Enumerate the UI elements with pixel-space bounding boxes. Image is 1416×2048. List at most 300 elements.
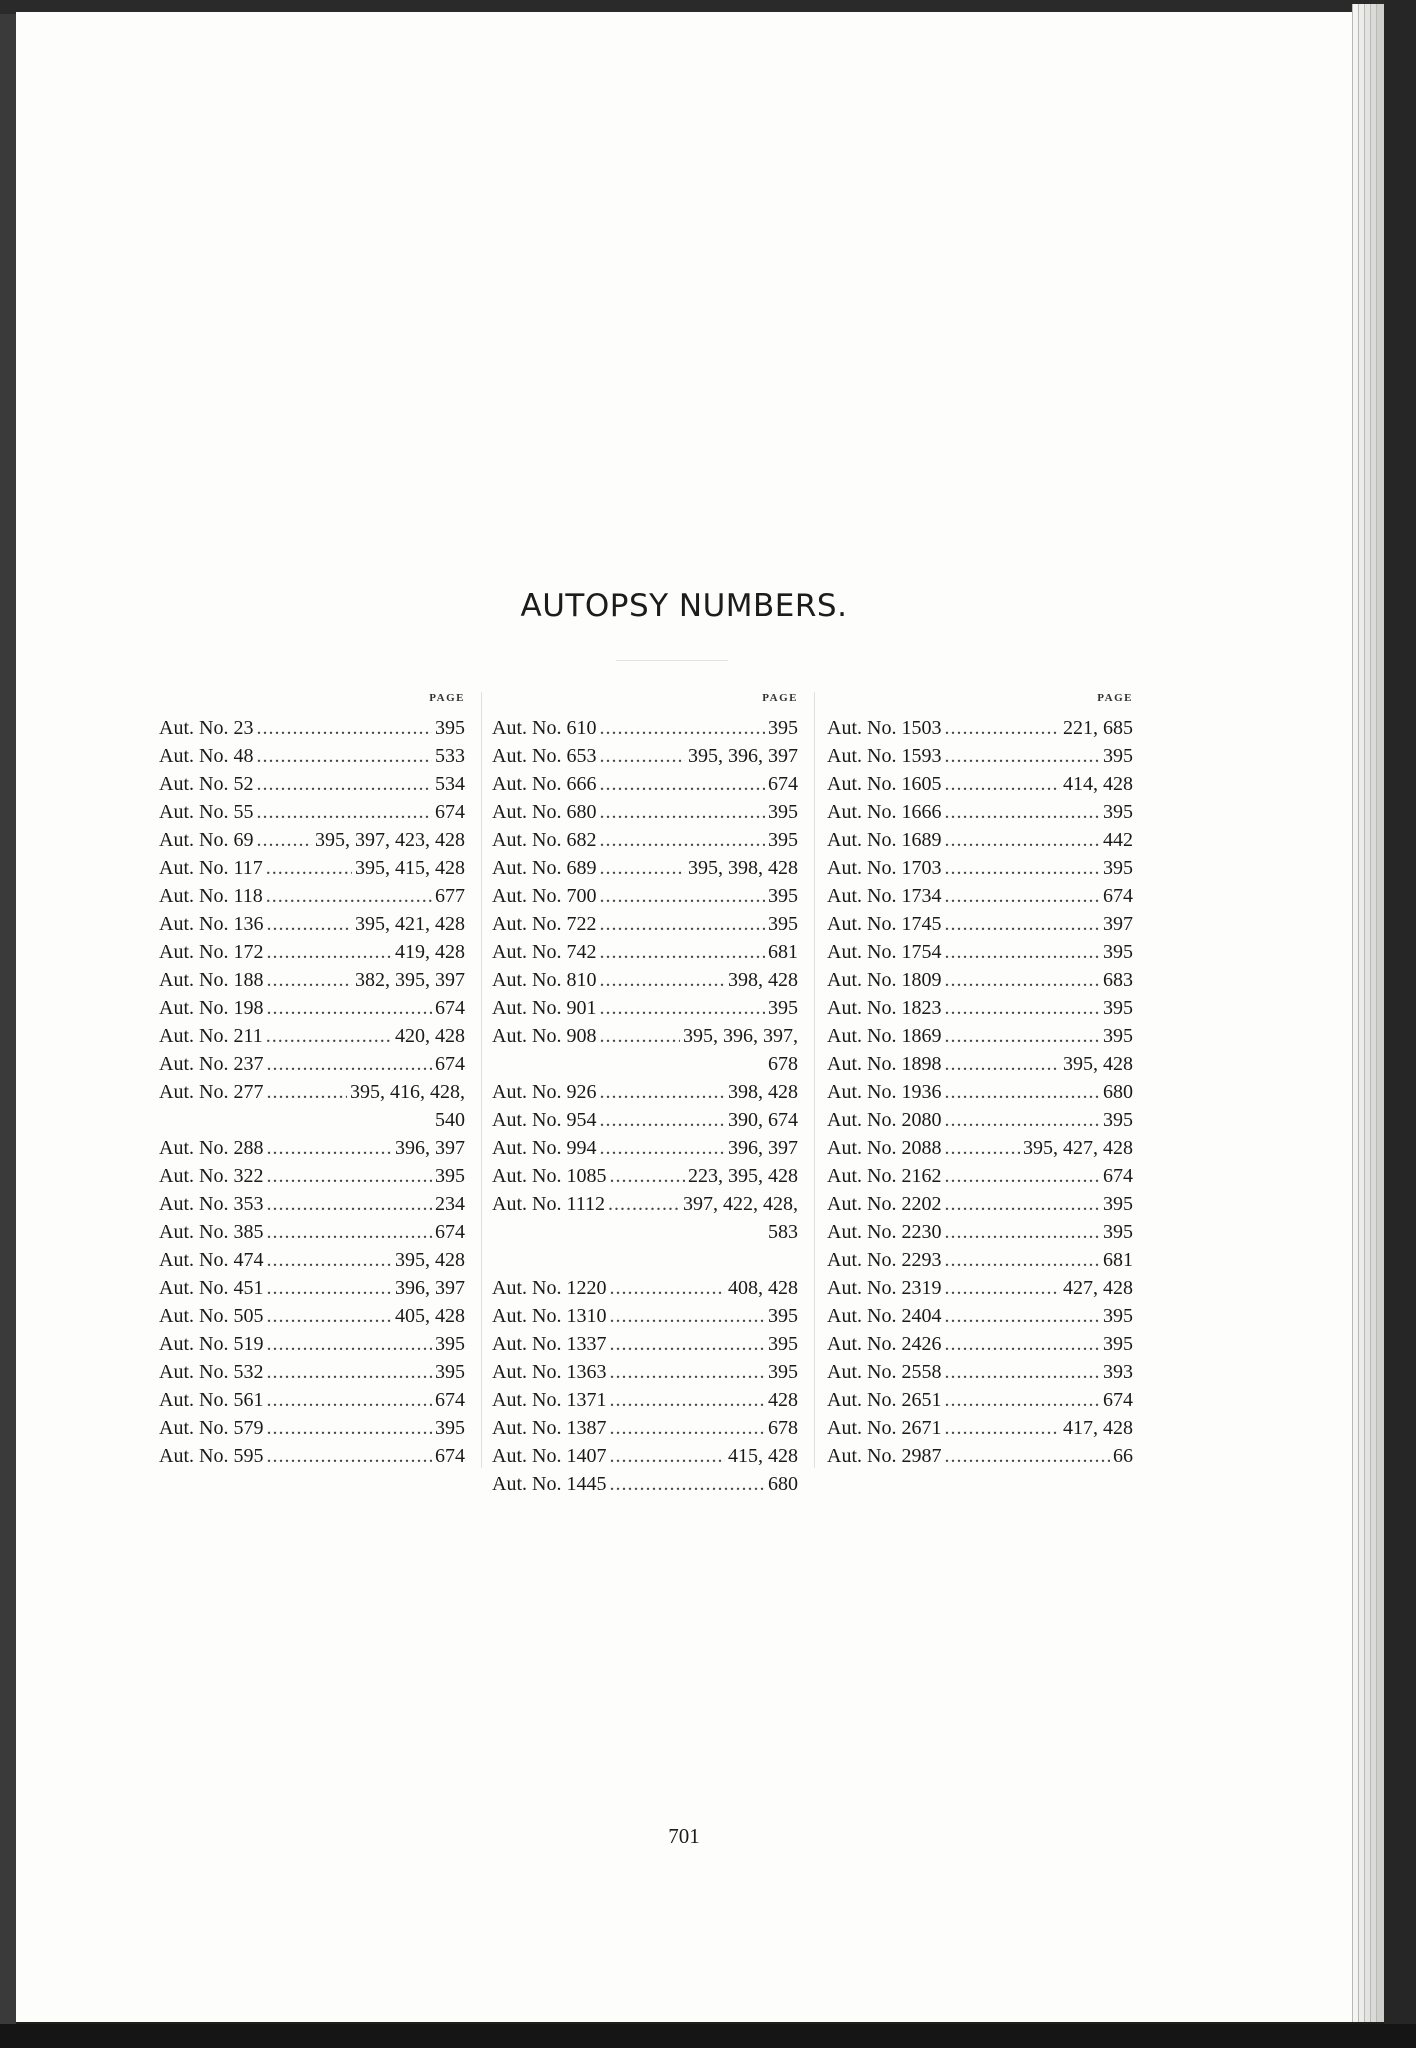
column-divider [814,692,815,1468]
entry-pages: 395 [1103,1193,1133,1215]
dot-leader [256,798,432,826]
entry-pages: 395, 427, 428 [1023,1137,1133,1159]
entry-pages: 395 [768,913,798,935]
index-entry [492,1302,798,1330]
entry-label: Aut. No. 385 [159,1221,264,1243]
dot-leader [609,1442,725,1470]
column-page-header: PAGE [429,692,465,704]
dot-leader [599,770,765,798]
entry-label: Aut. No. 810 [492,969,597,991]
scan-bottom-edge [0,2024,1416,2048]
entry-pages: 395 [768,717,798,739]
index-entry [492,1134,798,1162]
entry-pages: 395 [1103,1305,1133,1327]
entry-pages: 395 [435,1417,465,1439]
book-back-cover [1384,0,1416,2048]
index-entry [827,938,1133,966]
dot-leader [608,1190,680,1218]
dot-leader [266,1190,432,1218]
entry-label: Aut. No. 188 [159,969,264,991]
entry-label: Aut. No. 288 [159,1137,264,1159]
index-entry [827,1414,1133,1442]
entry-pages: 395 [1103,1221,1133,1243]
dot-leader [944,798,1100,826]
dot-leader [944,826,1100,854]
column-page-header: PAGE [1097,692,1133,704]
entry-label: Aut. No. 1936 [827,1081,942,1103]
dot-leader [944,1330,1100,1358]
entry-label: Aut. No. 277 [159,1081,264,1103]
entry-pages: 680 [1103,1081,1133,1103]
entry-pages: 534 [435,773,465,795]
entry-pages: 395 [768,829,798,851]
entry-pages: 680 [768,1473,798,1495]
index-entry [827,1190,1133,1218]
entry-label: Aut. No. 2651 [827,1389,942,1411]
index-entry [159,1218,465,1246]
index-entry [159,826,465,854]
index-entry [159,910,465,938]
entry-label: Aut. No. 2987 [827,1445,942,1467]
index-entry [827,966,1133,994]
entry-label: Aut. No. 1734 [827,885,942,907]
index-entry [827,1218,1133,1246]
entry-label: Aut. No. 610 [492,717,597,739]
dot-leader [599,1078,725,1106]
entry-label: Aut. No. 1689 [827,829,942,851]
entry-pages: 395 [435,1165,465,1187]
entry-pages-continued: 540 [435,1109,465,1131]
entry-label: Aut. No. 1445 [492,1473,607,1495]
entry-label: Aut. No. 118 [159,885,263,907]
entry-pages: 395 [1103,1333,1133,1355]
entry-label: Aut. No. 722 [492,913,597,935]
entry-label: Aut. No. 954 [492,1109,597,1131]
entry-label: Aut. No. 2319 [827,1277,942,1299]
dot-leader [609,1274,725,1302]
index-entry [827,994,1133,1022]
entry-pages: 395 [768,1361,798,1383]
dot-leader [266,1330,432,1358]
entry-label: Aut. No. 1869 [827,1025,942,1047]
entry-label: Aut. No. 322 [159,1165,264,1187]
index-entry [492,994,798,1022]
entry-label: Aut. No. 2404 [827,1305,942,1327]
index-entry [159,798,465,826]
entry-pages: 419, 428 [395,941,465,963]
dot-leader [266,1358,432,1386]
index-entry [159,1358,465,1386]
entry-label: Aut. No. 1363 [492,1361,607,1383]
index-entry [159,1386,465,1414]
index-entry [492,714,798,742]
entry-label: Aut. No. 1387 [492,1417,607,1439]
entry-label: Aut. No. 48 [159,745,254,767]
entry-pages: 395, 396, 397 [688,745,798,767]
index-entry [492,1106,798,1134]
entry-label: Aut. No. 1823 [827,997,942,1019]
index-entry [492,1386,798,1414]
entry-pages: 398, 428 [728,969,798,991]
entry-label: Aut. No. 908 [492,1025,597,1047]
index-entry [827,770,1133,798]
dot-leader [609,1414,765,1442]
dot-leader [609,1330,765,1358]
entry-label: Aut. No. 55 [159,801,254,823]
entry-pages: 678 [768,1417,798,1439]
entry-label: Aut. No. 532 [159,1361,264,1383]
dot-leader [944,1134,1020,1162]
entry-pages: 681 [768,941,798,963]
dot-leader [266,1246,392,1274]
dot-leader [256,826,312,854]
entry-pages: 395 [768,1305,798,1327]
dot-leader [266,1386,432,1414]
entry-label: Aut. No. 474 [159,1249,264,1271]
dot-leader [266,882,432,910]
entry-pages: 382, 395, 397 [355,969,465,991]
entry-pages: 223, 395, 428 [688,1165,798,1187]
dot-leader [599,882,765,910]
entry-label: Aut. No. 595 [159,1445,264,1467]
index-entry [827,714,1133,742]
column-page-header: PAGE [762,692,798,704]
index-entry [827,1442,1133,1470]
entry-label: Aut. No. 994 [492,1137,597,1159]
index-entry [159,994,465,1022]
book-left-edge [0,0,16,2048]
entry-label: Aut. No. 1605 [827,773,942,795]
entry-label: Aut. No. 1593 [827,745,942,767]
dot-leader [944,1190,1100,1218]
dot-leader [599,854,685,882]
entry-pages: 408, 428 [728,1277,798,1299]
entry-label: Aut. No. 505 [159,1305,264,1327]
dot-leader [266,966,352,994]
index-entry [159,1190,465,1218]
dot-leader [944,1050,1060,1078]
entry-pages: 395 [768,1333,798,1355]
entry-label: Aut. No. 136 [159,913,264,935]
dot-leader [944,1078,1100,1106]
dot-leader [266,854,352,882]
index-entry [159,1050,465,1078]
index-entry [492,938,798,966]
index-entry [827,910,1133,938]
entry-label: Aut. No. 1898 [827,1053,942,1075]
entry-pages: 397, 422, 428, [683,1193,798,1215]
entry-pages: 66 [1113,1445,1133,1467]
entry-label: Aut. No. 353 [159,1193,264,1215]
dot-leader [266,1162,432,1190]
entry-label: Aut. No. 1666 [827,801,942,823]
entry-pages: 398, 428 [728,1081,798,1103]
index-entry [827,1134,1133,1162]
index-entry [827,1358,1133,1386]
dot-leader [256,742,432,770]
index-entry [159,1302,465,1330]
dot-leader [599,910,765,938]
index-entry [492,1330,798,1358]
index-entry [159,1022,465,1050]
dot-leader [266,1274,392,1302]
dot-leader [266,994,432,1022]
dot-leader [266,1218,432,1246]
index-entry [159,1078,465,1106]
index-entry [492,854,798,882]
dot-leader [599,1022,680,1050]
entry-pages: 395 [435,1333,465,1355]
dot-leader [944,1414,1060,1442]
entry-label: Aut. No. 1220 [492,1277,607,1299]
index-entry [492,1162,798,1190]
index-entry [159,966,465,994]
index-entry [827,1162,1133,1190]
entry-label: Aut. No. 23 [159,717,254,739]
entry-pages: 674 [1103,885,1133,907]
dot-leader [609,1358,765,1386]
dot-leader [266,1134,392,1162]
index-entry [159,742,465,770]
entry-pages: 396, 397 [395,1277,465,1299]
dot-leader [944,882,1100,910]
index-entry [492,882,798,910]
dot-leader [256,714,432,742]
entry-label: Aut. No. 117 [159,857,263,879]
entry-pages: 427, 428 [1063,1277,1133,1299]
dot-leader [599,966,725,994]
entry-pages: 390, 674 [728,1109,798,1131]
entry-pages: 414, 428 [1063,773,1133,795]
dot-leader [266,1302,392,1330]
index-entry [827,1106,1133,1134]
entry-pages: 395, 398, 428 [688,857,798,879]
entry-pages: 674 [435,1445,465,1467]
entry-label: Aut. No. 211 [159,1025,263,1047]
entry-pages: 395, 421, 428 [355,913,465,935]
dot-leader [944,1106,1100,1134]
index-entry [492,770,798,798]
entry-pages: 395, 415, 428 [355,857,465,879]
entry-label: Aut. No. 742 [492,941,597,963]
entry-pages: 674 [1103,1389,1133,1411]
entry-label: Aut. No. 1503 [827,717,942,739]
index-entry [159,1162,465,1190]
index-entry [492,1414,798,1442]
entry-label: Aut. No. 901 [492,997,597,1019]
entry-pages: 395 [1103,857,1133,879]
dot-leader [599,1134,725,1162]
entry-label: Aut. No. 926 [492,1081,597,1103]
index-entry [492,798,798,826]
index-column-3 [827,692,1133,1470]
entry-label: Aut. No. 69 [159,829,254,851]
entry-label: Aut. No. 2558 [827,1361,942,1383]
entry-pages: 674 [1103,1165,1133,1187]
entry-label: Aut. No. 1310 [492,1305,607,1327]
dot-leader [599,742,685,770]
index-entry [159,770,465,798]
dot-leader [266,1442,432,1470]
index-entry [492,1470,798,1498]
dot-leader [266,938,392,966]
index-entry [492,1022,798,1050]
dot-leader [266,910,352,938]
entry-pages: 674 [435,801,465,823]
index-entry [827,1330,1133,1358]
dot-leader [599,714,765,742]
dot-leader [609,1302,765,1330]
index-entry [827,742,1133,770]
dot-leader [944,966,1100,994]
dot-leader [256,770,432,798]
page-number: 701 [668,1824,700,1848]
index-entry [827,1078,1133,1106]
entry-label: Aut. No. 682 [492,829,597,851]
entry-label: Aut. No. 1754 [827,941,942,963]
entry-label: Aut. No. 2088 [827,1137,942,1159]
entry-pages-continued: 583 [768,1221,798,1243]
index-entry [159,1442,465,1470]
page-title: AUTOPSY NUMBERS. [520,588,848,624]
index-entry [159,938,465,966]
entry-label: Aut. No. 1085 [492,1165,607,1187]
dot-leader [609,1470,765,1498]
entry-label: Aut. No. 1745 [827,913,942,935]
index-entry [492,742,798,770]
dot-leader [944,770,1060,798]
entry-label: Aut. No. 666 [492,773,597,795]
entry-pages: 442 [1103,829,1133,851]
dot-leader [266,1022,392,1050]
entry-label: Aut. No. 680 [492,801,597,823]
dot-leader [944,1442,1110,1470]
dot-leader [944,910,1100,938]
index-entry [159,1330,465,1358]
index-entry [492,826,798,854]
index-entry [827,1386,1133,1414]
dot-leader [599,994,765,1022]
index-entry [159,1134,465,1162]
entry-pages: 420, 428 [395,1025,465,1047]
dot-leader [599,1106,725,1134]
dot-leader [944,1218,1100,1246]
entry-pages: 397 [1103,913,1133,935]
index-entry [159,1246,465,1274]
dot-leader [609,1162,685,1190]
index-entry [827,1274,1133,1302]
index-entry [159,714,465,742]
blank-line [492,1246,798,1274]
index-entry [827,854,1133,882]
entry-pages: 395 [1103,941,1133,963]
index-entry [827,882,1133,910]
entry-pages: 395 [1103,997,1133,1019]
index-entry [492,1358,798,1386]
entry-pages: 405, 428 [395,1305,465,1327]
entry-pages: 417, 428 [1063,1417,1133,1439]
index-entry [492,910,798,938]
entry-pages: 674 [435,1053,465,1075]
entry-pages: 395 [768,997,798,1019]
entry-label: Aut. No. 1371 [492,1389,607,1411]
entry-pages: 395, 396, 397, [683,1025,798,1047]
entry-pages: 221, 685 [1063,717,1133,739]
entry-label: Aut. No. 2230 [827,1221,942,1243]
index-entry [827,826,1133,854]
index-entry [492,1078,798,1106]
entry-pages: 395, 428 [395,1249,465,1271]
entry-label: Aut. No. 2293 [827,1249,942,1271]
entry-label: Aut. No. 52 [159,773,254,795]
entry-pages: 396, 397 [728,1137,798,1159]
entry-pages: 674 [768,773,798,795]
index-entry [827,1302,1133,1330]
dot-leader [944,1302,1100,1330]
entry-label: Aut. No. 689 [492,857,597,879]
dot-leader [266,1050,432,1078]
dot-leader [266,1078,347,1106]
dot-leader [599,938,765,966]
index-entry [827,1050,1133,1078]
entry-pages: 395 [768,801,798,823]
entry-label: Aut. No. 198 [159,997,264,1019]
book-page [16,12,1352,2022]
entry-pages: 396, 397 [395,1137,465,1159]
index-entry [159,1414,465,1442]
index-entry [159,882,465,910]
column-divider [481,692,482,1468]
index-entry [827,798,1133,826]
entry-pages: 395 [435,1361,465,1383]
entry-label: Aut. No. 579 [159,1417,264,1439]
entry-pages: 393 [1103,1361,1133,1383]
entry-pages: 533 [435,745,465,767]
entry-pages: 395 [1103,1109,1133,1131]
dot-leader [944,1386,1100,1414]
dot-leader [266,1414,432,1442]
entry-pages: 415, 428 [728,1445,798,1467]
entry-pages-continued: 678 [768,1053,798,1075]
dot-leader [944,742,1100,770]
entry-label: Aut. No. 2426 [827,1333,942,1355]
entry-label: Aut. No. 1703 [827,857,942,879]
dot-leader [944,854,1100,882]
index-entry [159,1274,465,1302]
entry-label: Aut. No. 1407 [492,1445,607,1467]
index-column-2 [492,692,798,1498]
entry-label: Aut. No. 653 [492,745,597,767]
entry-pages: 395 [435,717,465,739]
index-entry [492,966,798,994]
entry-pages: 683 [1103,969,1133,991]
entry-label: Aut. No. 237 [159,1053,264,1075]
entry-label: Aut. No. 1809 [827,969,942,991]
index-entry [492,1442,798,1470]
entry-pages: 395, 397, 423, 428 [315,829,465,851]
entry-label: Aut. No. 561 [159,1389,264,1411]
entry-pages: 674 [435,1221,465,1243]
entry-pages: 395 [768,885,798,907]
dot-leader [944,1022,1100,1050]
index-entry [492,1274,798,1302]
dot-leader [944,1246,1100,1274]
entry-pages: 395, 416, 428, [350,1081,465,1103]
entry-pages: 395 [1103,1025,1133,1047]
dot-leader [944,938,1100,966]
entry-label: Aut. No. 2080 [827,1109,942,1131]
entry-pages: 674 [435,997,465,1019]
